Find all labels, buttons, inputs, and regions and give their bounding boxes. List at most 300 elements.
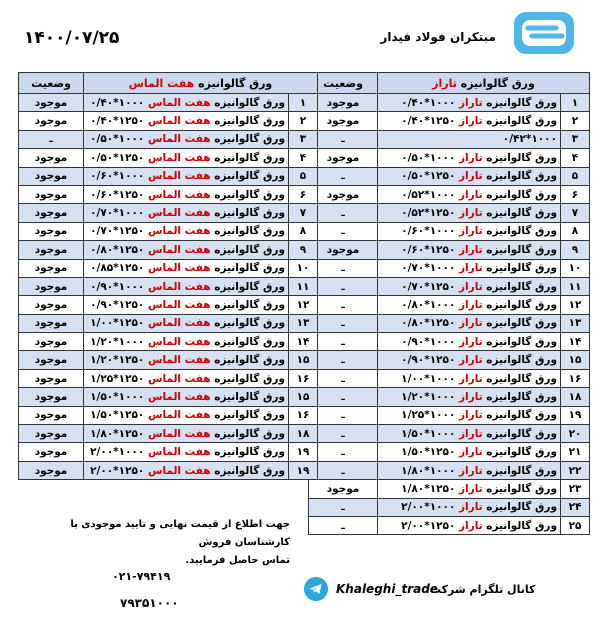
document-date: ۱۴۰۰/۰۷/۲۵: [24, 28, 120, 48]
row-size: ۱۰۰۰*۰/۹۰: [401, 335, 456, 348]
row-description: [378, 406, 561, 424]
row-product: ورق گالوانیزه: [486, 409, 557, 422]
row-product: ورق گالوانیزه: [486, 207, 557, 220]
row-size: ۱۲۵۰*۲/۰۰: [401, 519, 456, 532]
row-status: ـ: [309, 167, 378, 185]
row-description: [378, 498, 561, 516]
row-description: [84, 333, 289, 351]
row-description: [84, 461, 289, 479]
table-row: [309, 480, 590, 498]
row-product: ورق گالوانیزه: [486, 482, 557, 495]
table-row: [309, 112, 590, 130]
table-row: [19, 369, 318, 387]
row-size: ۱۰۰۰*۱/۵۰: [401, 427, 456, 440]
table-row: [309, 443, 590, 461]
row-status: موجود: [19, 204, 84, 222]
row-description: [84, 296, 289, 314]
row-status: موجود: [309, 112, 378, 130]
table-row: [19, 443, 318, 461]
table-row: [19, 388, 318, 406]
table-row: [309, 185, 590, 203]
row-brand: تاراز: [459, 390, 483, 403]
row-brand: هفت الماس: [147, 225, 211, 238]
row-product: ورق گالوانیزه: [486, 298, 557, 311]
row-brand: تاراز: [459, 464, 483, 477]
row-size: ۱۰۰۰*۰/۸۰: [401, 298, 456, 311]
row-product: ورق گالوانیزه: [486, 427, 557, 440]
row-status: موجود: [309, 149, 378, 167]
row-size: ۱۰۰۰*۱/۲۰: [401, 390, 456, 403]
row-size: ۱۲۵۰*۰/۸۰: [401, 317, 456, 330]
row-status: موجود: [19, 241, 84, 259]
row-number: ۲: [289, 112, 318, 130]
row-description: [378, 480, 561, 498]
table-row: [19, 149, 318, 167]
row-status: موجود: [309, 241, 378, 259]
table-row: [19, 112, 318, 130]
row-status: ـ: [309, 259, 378, 277]
row-description: [378, 461, 561, 479]
row-status: ـ: [309, 461, 378, 479]
row-product: ورق گالوانیزه: [214, 151, 285, 164]
row-brand: تاراز: [459, 427, 483, 440]
row-status: موجود: [19, 277, 84, 295]
row-brand: هفت الماس: [147, 464, 211, 477]
row-size: ۱۰۰۰*۰/۵۰: [90, 133, 145, 146]
row-size: ۱۲۵۰*۱/۲۰: [90, 354, 145, 367]
row-status: ـ: [309, 204, 378, 222]
row-status: ـ: [19, 130, 84, 148]
row-size: ۱۲۵۰*۰/۹۰: [90, 298, 145, 311]
title-brand: تاراز: [432, 76, 457, 90]
row-product: ورق گالوانیزه: [214, 427, 285, 440]
row-status: ـ: [309, 351, 378, 369]
row-number: ۱: [289, 94, 318, 112]
table-row: [19, 296, 318, 314]
telegram-icon[interactable]: [304, 577, 328, 601]
row-product: ورق گالوانیزه: [214, 225, 285, 238]
row-brand: تاراز: [459, 501, 483, 514]
row-number: ۱۱: [561, 277, 590, 295]
row-brand: هفت الماس: [147, 335, 211, 348]
row-description: [84, 425, 289, 443]
table-row: [19, 406, 318, 424]
row-status: ـ: [309, 277, 378, 295]
telegram-handle[interactable]: Khaleghi_trade: [336, 582, 438, 596]
table-row: [309, 259, 590, 277]
row-size: ۱۰۰۰*۱/۵۰: [90, 390, 145, 403]
row-number: ۱۵: [289, 351, 318, 369]
row-product: ورق گالوانیزه: [486, 96, 557, 109]
row-description: [84, 277, 289, 295]
row-status: موجود: [19, 185, 84, 203]
row-description: [378, 112, 561, 130]
row-status: ـ: [309, 296, 378, 314]
row-size: ۱۲۵۰*۰/۷۰: [90, 225, 145, 238]
row-size: ۱۰۰۰*۰/۹۰: [90, 280, 145, 293]
row-brand: هفت الماس: [147, 133, 211, 146]
row-number: ۱۶: [289, 406, 318, 424]
row-brand: هفت الماس: [147, 372, 211, 385]
table-row: [309, 369, 590, 387]
row-size: ۱۲۵۰*۰/۶۰: [401, 243, 456, 256]
row-description: [84, 241, 289, 259]
row-size: ۱۲۵۰*۰/۸۰: [90, 243, 145, 256]
table-row: [19, 130, 318, 148]
row-brand: هفت الماس: [147, 317, 211, 330]
table-row: [19, 425, 318, 443]
row-number: ۱۲: [561, 296, 590, 314]
row-product: ورق گالوانیزه: [214, 390, 285, 403]
row-brand: تاراز: [459, 207, 483, 220]
row-brand: تاراز: [459, 298, 483, 311]
table-row: [309, 130, 590, 148]
row-description: [84, 204, 289, 222]
row-status: ـ: [309, 516, 378, 534]
table-row: [19, 167, 318, 185]
row-description: [378, 222, 561, 240]
row-brand: هفت الماس: [147, 115, 211, 128]
table-row: [309, 94, 590, 112]
row-size: ۱۰۰۰*۰/۴۲: [502, 133, 557, 146]
table-row: [309, 241, 590, 259]
row-size: ۱۰۰۰*۰/۴۰: [401, 96, 456, 109]
taraz-table: [308, 72, 590, 535]
row-brand: تاراز: [459, 372, 483, 385]
row-number: ۶: [289, 185, 318, 203]
row-size: ۱۰۰۰*۰/۵۰: [401, 151, 456, 164]
row-status: موجود: [19, 333, 84, 351]
row-brand: تاراز: [459, 482, 483, 495]
row-brand: هفت الماس: [147, 151, 211, 164]
table-row: [309, 498, 590, 516]
row-description: [84, 369, 289, 387]
row-status: موجود: [19, 369, 84, 387]
row-product: ورق گالوانیزه: [486, 317, 557, 330]
row-size: ۱۲۵۰*۱/۸۰: [401, 482, 456, 495]
row-brand: هفت الماس: [147, 446, 211, 459]
row-product: ورق گالوانیزه: [486, 225, 557, 238]
row-description: [378, 333, 561, 351]
row-status: موجود: [19, 167, 84, 185]
row-number: ۱۰: [561, 259, 590, 277]
row-product: ورق گالوانیزه: [214, 96, 285, 109]
row-brand: هفت الماس: [147, 427, 211, 440]
row-brand: هفت الماس: [147, 243, 211, 256]
row-status: ـ: [309, 425, 378, 443]
row-description: [378, 259, 561, 277]
row-size: ۱۰۰۰*۱/۸۰: [401, 464, 456, 477]
row-brand: هفت الماس: [147, 170, 211, 183]
row-product: ورق گالوانیزه: [486, 464, 557, 477]
table-row: [19, 222, 318, 240]
row-description: [378, 369, 561, 387]
row-brand: تاراز: [459, 262, 483, 275]
row-product: ورق گالوانیزه: [214, 409, 285, 422]
contact-note: [40, 516, 290, 570]
row-number: ۸: [289, 222, 318, 240]
row-description: [378, 425, 561, 443]
row-brand: هفت الماس: [147, 280, 211, 293]
row-description: [378, 351, 561, 369]
row-number: ۱۰: [289, 259, 318, 277]
row-product: ورق گالوانیزه: [486, 170, 557, 183]
row-number: ۲۰: [561, 425, 590, 443]
row-brand: تاراز: [459, 317, 483, 330]
row-size: ۱۲۵۰*۰/۵۰: [401, 170, 456, 183]
row-product: ورق گالوانیزه: [486, 446, 557, 459]
row-product: ورق گالوانیزه: [214, 262, 285, 275]
row-description: [84, 351, 289, 369]
table-row: [309, 296, 590, 314]
row-status: ـ: [309, 498, 378, 516]
row-size: ۱۲۵۰*۱/۸۰: [90, 427, 145, 440]
row-size: ۱۰۰۰*۰/۷۰: [401, 262, 456, 275]
row-description: [378, 241, 561, 259]
table-row: [309, 425, 590, 443]
row-product: ورق گالوانیزه: [214, 133, 285, 146]
row-product: ورق گالوانیزه: [486, 243, 557, 256]
row-status: ـ: [309, 314, 378, 332]
row-description: [84, 130, 289, 148]
row-number: ۱۸: [289, 425, 318, 443]
row-brand: تاراز: [459, 225, 483, 238]
row-status: ـ: [309, 443, 378, 461]
row-description: [84, 94, 289, 112]
table-row: [19, 314, 318, 332]
row-product: ورق گالوانیزه: [486, 188, 557, 201]
row-size: ۱۲۵۰*۱/۰۰: [90, 317, 145, 330]
row-description: [378, 149, 561, 167]
table-row: [309, 351, 590, 369]
row-size: ۱۲۵۰*۰/۶۰: [90, 188, 145, 201]
row-description: [84, 259, 289, 277]
row-status: ـ: [309, 333, 378, 351]
row-brand: تاراز: [459, 409, 483, 422]
row-description: [84, 388, 289, 406]
table-row: [309, 204, 590, 222]
row-status: موجود: [19, 425, 84, 443]
row-description: [84, 222, 289, 240]
row-brand: تاراز: [459, 188, 483, 201]
row-description: [378, 204, 561, 222]
row-brand: تاراز: [459, 519, 483, 532]
row-description: [378, 185, 561, 203]
row-status: موجود: [19, 149, 84, 167]
row-number: ۱۴: [561, 333, 590, 351]
row-number: ۴: [561, 149, 590, 167]
row-description: [378, 94, 561, 112]
row-product: ورق گالوانیزه: [486, 372, 557, 385]
company-logo-icon: [512, 6, 578, 60]
row-number: ۱۹: [289, 443, 318, 461]
row-product: ورق گالوانیزه: [486, 262, 557, 275]
row-status: موجود: [19, 351, 84, 369]
row-status: موجود: [19, 461, 84, 479]
table-row: [309, 277, 590, 295]
row-brand: تاراز: [459, 96, 483, 109]
row-size: ۱۰۰۰*۰/۶۰: [401, 225, 456, 238]
row-brand: هفت الماس: [147, 207, 211, 220]
row-brand: تاراز: [459, 151, 483, 164]
row-brand: تاراز: [459, 280, 483, 293]
row-number: ۱۹: [561, 406, 590, 424]
row-status: موجود: [19, 314, 84, 332]
row-description: [378, 314, 561, 332]
row-description: [378, 296, 561, 314]
row-size: ۱۲۵۰*۰/۴۰: [90, 115, 145, 128]
row-brand: هفت الماس: [147, 298, 211, 311]
row-description: [84, 406, 289, 424]
row-size: ۱۲۵۰*۰/۵۰: [90, 151, 145, 164]
row-product: ورق گالوانیزه: [214, 170, 285, 183]
table-row: [19, 259, 318, 277]
row-size: ۱۰۰۰*۰/۶۰: [90, 170, 145, 183]
row-status: موجود: [309, 185, 378, 203]
row-status: موجود: [19, 259, 84, 277]
row-number: ۱۴: [289, 333, 318, 351]
row-description: [378, 388, 561, 406]
row-description: [84, 112, 289, 130]
row-number: ۵: [289, 167, 318, 185]
row-status: ـ: [309, 388, 378, 406]
row-number: ۷: [289, 204, 318, 222]
row-number: ۲۵: [561, 516, 590, 534]
row-size: ۱۰۰۰*۱/۰۰: [401, 372, 456, 385]
row-brand: تاراز: [459, 243, 483, 256]
row-number: ۳: [561, 130, 590, 148]
status-header: وضعیت: [19, 73, 84, 94]
row-size: ۱۲۵۰*۰/۴۰: [401, 115, 456, 128]
title-brand: هفت الماس: [128, 76, 195, 90]
row-description: [84, 314, 289, 332]
row-size: ۱۲۵۰*۰/۹۰: [401, 354, 456, 367]
row-status: موجود: [19, 406, 84, 424]
row-brand: تاراز: [459, 115, 483, 128]
row-number: ۹: [561, 241, 590, 259]
row-product: ورق گالوانیزه: [486, 354, 557, 367]
table-row: [309, 406, 590, 424]
row-product: ورق گالوانیزه: [486, 501, 557, 514]
row-brand: هفت الماس: [147, 390, 211, 403]
row-brand: هفت الماس: [147, 354, 211, 367]
table-row: [309, 167, 590, 185]
row-product: ورق گالوانیزه: [486, 390, 557, 403]
row-number: ۱: [561, 94, 590, 112]
table-row: [309, 333, 590, 351]
row-description: [378, 516, 561, 534]
row-size: ۱۰۰۰*۰/۵۲: [401, 188, 456, 201]
row-status: ـ: [309, 369, 378, 387]
row-status: موجود: [309, 94, 378, 112]
row-number: ۶: [561, 185, 590, 203]
row-number: ۲۱: [561, 443, 590, 461]
row-brand: هفت الماس: [147, 96, 211, 109]
page-header: [0, 0, 600, 68]
row-product: ورق گالوانیزه: [486, 519, 557, 532]
row-size: ۱۰۰۰*۲/۰۰: [90, 446, 145, 459]
row-product: ورق گالوانیزه: [214, 354, 285, 367]
row-number: ۱۵: [561, 351, 590, 369]
row-product: ورق گالوانیزه: [214, 243, 285, 256]
row-number: ۸: [561, 222, 590, 240]
row-product: ورق گالوانیزه: [214, 280, 285, 293]
table-row: [309, 461, 590, 479]
haft-almas-table: [18, 72, 318, 480]
row-status: ـ: [309, 130, 378, 148]
row-status: ـ: [309, 222, 378, 240]
row-number: ۱۹: [289, 461, 318, 479]
row-size: ۱۲۵۰*۱/۵۰: [90, 409, 145, 422]
row-number: ۵: [561, 167, 590, 185]
row-size: ۱۰۰۰*۰/۷۰: [90, 207, 145, 220]
table-row: [19, 185, 318, 203]
phone-number-2: ۷۹۳۵۱۰۰۰: [120, 596, 179, 610]
row-brand: تاراز: [459, 170, 483, 183]
row-product: ورق گالوانیزه: [214, 335, 285, 348]
row-status: موجود: [309, 480, 378, 498]
table-row: [19, 461, 318, 479]
row-status: موجود: [19, 443, 84, 461]
row-size: ۱۰۰۰*۱/۲۰: [90, 335, 145, 348]
row-product: ورق گالوانیزه: [486, 151, 557, 164]
note-line-2: تماس حاصل فرمایید.: [185, 555, 290, 566]
row-number: ۲۴: [561, 498, 590, 516]
row-description: [84, 149, 289, 167]
row-product: ورق گالوانیزه: [214, 298, 285, 311]
row-status: ـ: [309, 406, 378, 424]
row-product: ورق گالوانیزه: [214, 188, 285, 201]
row-size: ۱۲۵۰*۰/۵۲: [401, 207, 456, 220]
row-number: ۲۳: [561, 480, 590, 498]
phone-number-1: ۰۲۱-۷۹۴۱۹: [112, 570, 171, 583]
row-size: ۱۰۰۰*۲/۰۰: [401, 501, 456, 514]
row-number: ۲۲: [561, 461, 590, 479]
row-product: ورق گالوانیزه: [214, 464, 285, 477]
title-product: ورق گالوانیزه: [460, 76, 535, 90]
table-row: [19, 351, 318, 369]
table-row: [309, 516, 590, 534]
row-size: ۱۰۰۰*۱/۲۵: [401, 409, 456, 422]
row-brand: هفت الماس: [147, 188, 211, 201]
row-number: ۳: [289, 130, 318, 148]
row-number: ۹: [289, 241, 318, 259]
row-number: ۱۲: [289, 296, 318, 314]
haft-almas-table-title: [84, 73, 318, 94]
row-status: موجود: [19, 388, 84, 406]
row-description: [378, 443, 561, 461]
row-number: ۱۶: [561, 369, 590, 387]
row-status: موجود: [19, 94, 84, 112]
note-line-1: جهت اطلاع از قیمت نهایی و تایید موجودی با کارشناسان فروش: [70, 519, 290, 548]
row-product: ورق گالوانیزه: [214, 207, 285, 220]
row-status: موجود: [19, 222, 84, 240]
table-row: [19, 241, 318, 259]
row-status: موجود: [19, 112, 84, 130]
title-product: ورق گالوانیزه: [198, 76, 273, 90]
row-product: ورق گالوانیزه: [214, 115, 285, 128]
row-description: [84, 167, 289, 185]
company-name: مبتکران فولاد فیدار: [380, 30, 496, 44]
row-product: ورق گالوانیزه: [214, 446, 285, 459]
row-number: ۱۶: [289, 369, 318, 387]
row-number: ۱۸: [561, 388, 590, 406]
row-description: [378, 130, 561, 148]
table-row: [19, 333, 318, 351]
row-product: ورق گالوانیزه: [214, 372, 285, 385]
row-size: ۱۲۵۰*۰/۷۰: [401, 280, 456, 293]
row-size: ۱۰۰۰*۰/۴۰: [90, 96, 145, 109]
